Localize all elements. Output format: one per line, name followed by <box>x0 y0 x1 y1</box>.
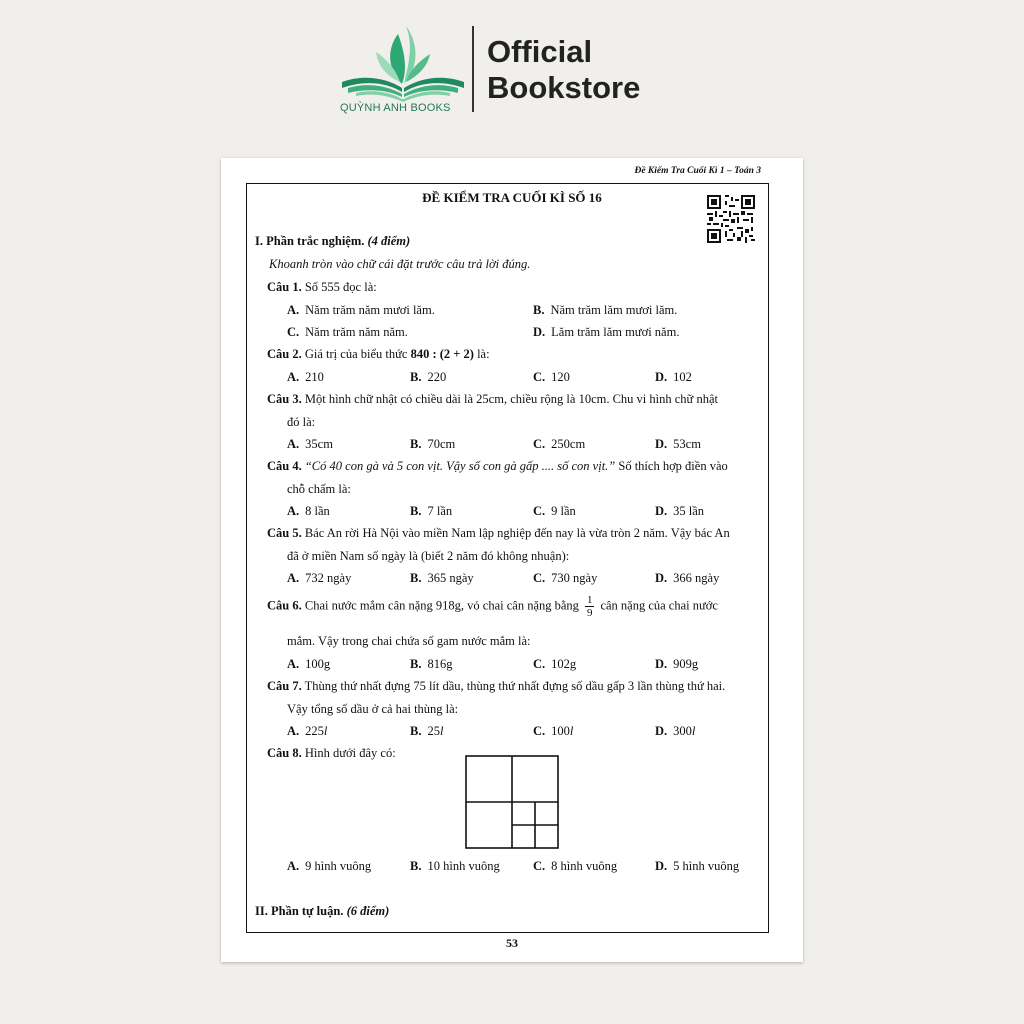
q6-option-a[interactable]: A. 100g <box>287 657 331 671</box>
question-4-line2: chỗ chấm là: <box>287 482 351 496</box>
q7-option-a[interactable]: A. 225l <box>287 724 328 738</box>
q7-option-b[interactable]: B. 25l <box>410 724 444 738</box>
part1-instruction: Khoanh tròn vào chữ cái đặt trước câu trả lời đúng. <box>269 257 531 271</box>
q6-option-c[interactable]: C. 102g <box>533 657 577 671</box>
q3-option-c[interactable]: C. 250cm <box>533 437 586 451</box>
question-7: Câu 7. Thùng thứ nhất đựng 75 lít dầu, thùng thứ nhất đựng số dầu gấp 3 lần thùng thứ hai. <box>267 679 726 693</box>
brand-header <box>0 0 1024 130</box>
fraction-one-ninth: $\frac{1}{9}$ <box>586 594 593 619</box>
question-5: Câu 5. Bác An rời Hà Nội vào miền Nam lập nghiệp đến nay là vừa tròn 2 năm. Vậy bác An <box>267 526 730 540</box>
question-1: Câu 1. Số 555 đọc là: <box>267 280 377 294</box>
q1-option-b[interactable]: B. Năm trăm lăm mươi lăm. <box>533 303 678 317</box>
q1-option-d[interactable]: D. Lăm trăm lăm mươi năm. <box>533 325 680 339</box>
q4-option-b[interactable]: B. 7 lần <box>410 504 453 518</box>
q8-option-a[interactable]: A. 9 hình vuông <box>287 859 372 873</box>
q8-option-b[interactable]: B. 10 hình vuông <box>410 859 500 873</box>
q5-option-a[interactable]: A. 732 ngày <box>287 571 352 585</box>
exam-title: ĐỀ KIỂM TRA CUỐI KÌ SỐ 16 <box>422 190 602 205</box>
q7-option-c[interactable]: C. 100l <box>533 724 574 738</box>
q2-option-c[interactable]: C. 120 <box>533 370 570 384</box>
part1-heading: I. Phần trắc nghiệm. (4 điểm) <box>255 234 411 248</box>
q7-option-d[interactable]: D. 300l <box>655 724 696 738</box>
book-leaf-logo-icon <box>338 22 468 104</box>
q6-option-d[interactable]: D. 909g <box>655 657 699 671</box>
brand-name: QUỲNH ANH BOOKS <box>340 102 451 114</box>
running-head: Đề Kiểm Tra Cuối Kì 1 – Toán 3 <box>634 166 761 176</box>
q2-option-d[interactable]: D. 102 <box>655 370 692 384</box>
question-3-line2: đó là: <box>287 415 316 429</box>
official-label: Official <box>487 34 593 69</box>
q3-option-a[interactable]: A. 35cm <box>287 437 333 451</box>
question-6-line2: mắm. Vậy trong chai chứa số gam nước mắm là: <box>287 634 531 648</box>
exam-page <box>221 158 803 962</box>
q5-option-c[interactable]: C. 730 ngày <box>533 571 598 585</box>
q3-option-b[interactable]: B. 70cm <box>410 437 456 451</box>
qr-code-icon[interactable] <box>707 195 755 243</box>
q1-option-c[interactable]: C. Năm trăm năm năm. <box>287 325 408 339</box>
q4-option-c[interactable]: C. 9 lần <box>533 504 576 518</box>
brand-divider <box>472 26 474 112</box>
question-8: Câu 8. Hình dưới đây có: <box>267 746 396 760</box>
question-2: Câu 2. Giá trị của biểu thức 840 : (2 + 2) là: <box>267 347 490 361</box>
question-6: Câu 6. Chai nước mắm cân nặng 918g, vỏ chai cân nặng bằng $\frac{1}{9}$ cân nặng của chai nước <box>267 594 718 619</box>
part2-heading: II. Phần tự luận. (6 điểm) <box>255 904 390 918</box>
q2-option-b[interactable]: B. 220 <box>410 370 447 384</box>
q8-option-c[interactable]: C. 8 hình vuông <box>533 859 618 873</box>
question-7-line2: Vậy tổng số dầu ở cả hai thùng là: <box>287 702 459 716</box>
q4-option-a[interactable]: A. 8 lần <box>287 504 330 518</box>
q2-option-a[interactable]: A. 210 <box>287 370 324 384</box>
squares-figure <box>465 755 559 849</box>
q3-option-d[interactable]: D. 53cm <box>655 437 701 451</box>
question-3: Câu 3. Một hình chữ nhật có chiều dài là 25cm, chiều rộng là 10cm. Chu vi hình chữ nhật <box>267 392 718 406</box>
q5-option-d[interactable]: D. 366 ngày <box>655 571 720 585</box>
page-number: 53 <box>506 936 518 950</box>
question-4: Câu 4. “Có 40 con gà và 5 con vịt. Vậy số con gà gấp .... số con vịt.” Số thích hợp điền vào <box>267 459 728 473</box>
bookstore-label: Bookstore <box>487 70 641 105</box>
question-5-line2: đã ở miền Nam số ngày là (biết 2 năm đó không nhuận): <box>287 549 570 563</box>
q1-option-a[interactable]: A. Năm trăm năm mươi lăm. <box>287 303 435 317</box>
q8-option-d[interactable]: D. 5 hình vuông <box>655 859 740 873</box>
q6-option-b[interactable]: B. 816g <box>410 657 453 671</box>
q4-option-d[interactable]: D. 35 lần <box>655 504 705 518</box>
q5-option-b[interactable]: B. 365 ngày <box>410 571 474 585</box>
